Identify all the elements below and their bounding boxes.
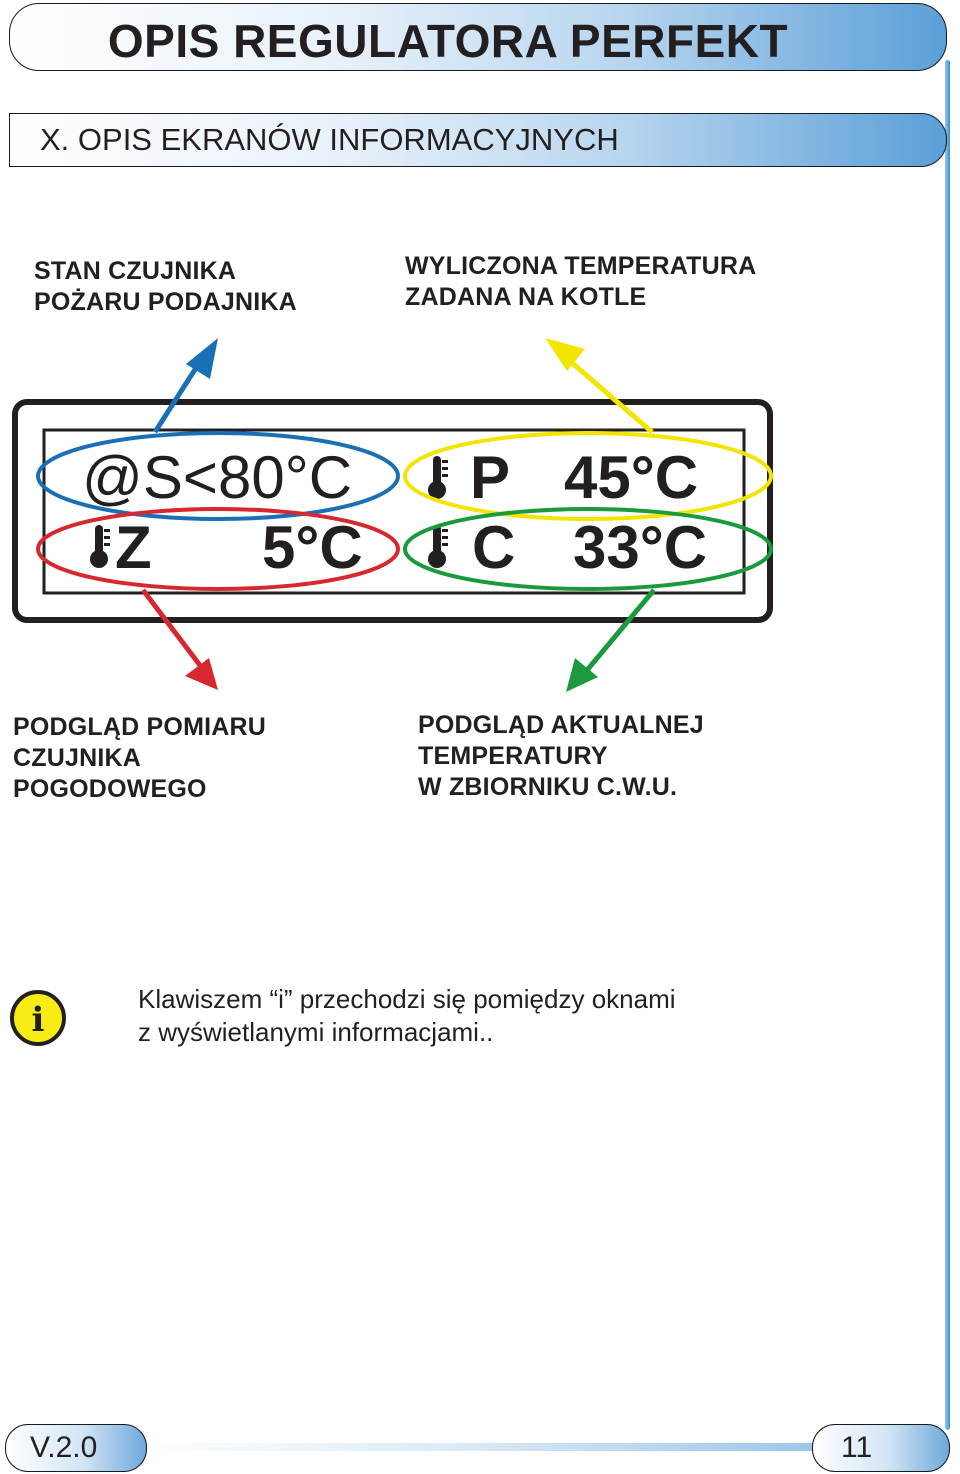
thermometer-icon (428, 525, 448, 568)
section-title: X. OPIS EKRANÓW INFORMACYJNYCH (40, 122, 619, 157)
callout-top-right-line-1: WYLICZONA TEMPERATURA (405, 252, 757, 280)
page-side-line (945, 60, 950, 1430)
callout-bottom-right-line-3: W ZBIORNIKU C.W.U. (418, 773, 678, 801)
arrow-top-left (155, 338, 218, 432)
callout-bottom-left-line-3: POGODOWEGO (13, 775, 207, 803)
info-icon (8, 988, 68, 1048)
lcd-row1-left: @S<80°C (82, 444, 353, 511)
callout-bottom-left-line-2: CZUJNIKA (13, 744, 141, 772)
arrow-bottom-left (143, 590, 218, 690)
callout-top-right-line-2: ZADANA NA KOTLE (405, 283, 647, 311)
info-note-line-2: z wyświetlanymi informacjami.. (138, 1017, 494, 1047)
callout-top-left-line-1: STAN CZUJNIKA (34, 257, 237, 285)
thermometer-icon (90, 525, 110, 568)
version-badge (5, 1424, 147, 1472)
lcd-row2-right-letter: C (472, 514, 516, 581)
page-number: 11 (841, 1431, 873, 1464)
lcd-diagram (0, 320, 800, 700)
lcd-row2-right-value: 33°C (573, 514, 708, 581)
thermometer-icon (428, 456, 448, 499)
lcd-row1-right-letter: P (470, 444, 511, 511)
callout-top-left (34, 256, 297, 318)
version-label: V.2.0 (30, 1431, 98, 1464)
callout-top-left-line-2: POŻARU PODAJNIKA (34, 288, 297, 316)
section-band (9, 113, 947, 167)
lcd-row2-left-value: 5°C (262, 514, 363, 581)
info-note-line-1: Klawiszem “i” przechodzi się pomiędzy oknami (138, 984, 676, 1014)
lcd-row2-left-letter: Z (115, 514, 152, 581)
callout-bottom-right (418, 710, 704, 803)
info-note (138, 983, 676, 1049)
arrow-top-right (545, 338, 652, 432)
title-band (9, 3, 947, 71)
arrow-bottom-right (566, 590, 654, 692)
info-icon-letter: i (31, 1000, 45, 1040)
callout-bottom-right-line-1: PODGLĄD AKTUALNEJ (418, 711, 704, 739)
callout-top-right (405, 251, 756, 313)
callout-bottom-right-line-2: TEMPERATURY (418, 742, 608, 770)
page-number-badge (812, 1424, 950, 1472)
callout-bottom-left (13, 712, 266, 805)
lcd-row1-right-value: 45°C (564, 444, 699, 511)
callout-bottom-left-line-1: PODGLĄD POMIARU (13, 713, 266, 741)
page-title: OPIS REGULATORA PERFEKT (107, 15, 789, 67)
footer-line (140, 1443, 815, 1451)
